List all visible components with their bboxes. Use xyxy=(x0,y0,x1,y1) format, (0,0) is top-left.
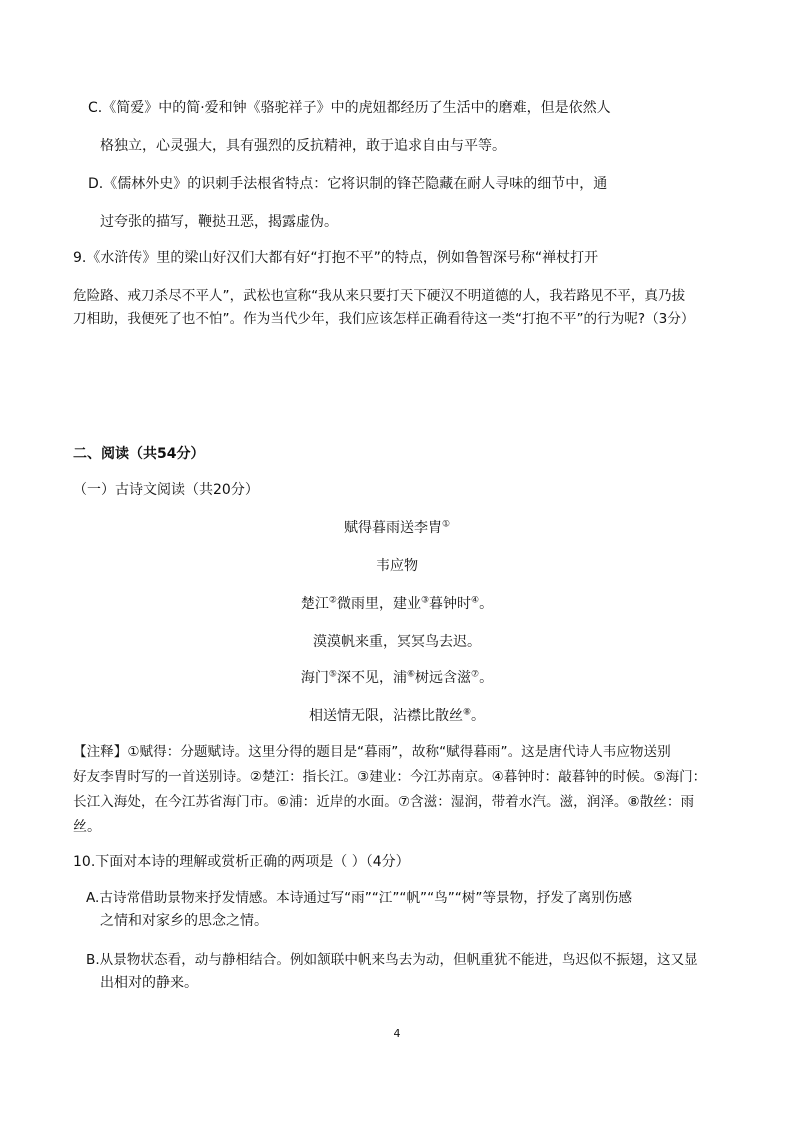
poem-note-mark: ⑥ xyxy=(406,669,416,680)
option-b-line-1: B.从景物状态看，动与静相结合。例如颔联中帆来鸟去为动，但帆重犹不能进，鸟迟似不振翅，这又显 xyxy=(86,952,698,968)
poem-title xyxy=(0,518,794,538)
poem-line-1-part-d: 。 xyxy=(479,596,494,612)
notes-line-3: 长江入海处，在今江苏省海门市。⑥浦：近岸的水面。⑦含滋：湿润，带着水汽。滋，润泽。⑧散丝：雨 xyxy=(73,794,695,810)
poem-note-mark: ③ xyxy=(420,595,430,606)
poem-author: 韦应物 xyxy=(376,558,418,574)
question-9-line-2: 危险路、戒刀杀尽不平人”，武松也宣称“我从来只要打天下硬汉不明道德的人，我若路见不平，真乃拔 xyxy=(73,288,686,304)
poem-line-4 xyxy=(0,706,794,726)
poem-note-mark: ② xyxy=(328,595,337,606)
poem-note-mark: ⑤ xyxy=(328,669,337,680)
option-a-line-2: 之情和对家乡的思念之情。 xyxy=(100,913,268,929)
poem-line-4-part-a: 相送情无限，沾襟比散丝 xyxy=(308,708,463,724)
question-9-line-1: 9.《水浒传》里的梁山好汉们大都有好“打抱不平”的特点，例如鲁智深号称“禅杖打开 xyxy=(73,250,599,266)
option-d-line-2: 过夸张的描写，鞭挞丑恶，揭露虚伪。 xyxy=(100,214,338,230)
poem-line-3-part-a: 海门 xyxy=(300,670,329,686)
question-9-line-3: 刀相助，我便死了也不怕”。作为当代少年，我们应该怎样正确看待这一类“打抱不平”的行为呢?（3分） xyxy=(73,311,695,327)
poem-note-mark: ⑦ xyxy=(471,669,480,680)
question-10-stem: 10.下面对本诗的理解或赏析正确的两项是（ ）（4分） xyxy=(73,854,410,870)
section-2-subtitle: （一）古诗文阅读（共20分） xyxy=(73,482,259,498)
poem-line-3 xyxy=(0,668,794,688)
poem-line-1-part-b: 微雨里，建业 xyxy=(336,596,421,612)
poem-line-1 xyxy=(0,594,794,614)
notes-line-1: 【注释】①赋得：分题赋诗。这里分得的题目是“暮雨”，故称“赋得暮雨”。这是唐代诗人韦应物送别 xyxy=(73,744,671,760)
poem-line-3-part-d: 。 xyxy=(479,670,494,686)
option-a-line-1: A.古诗常借助景物来抒发情感。本诗通过写“雨”“江”“帆”“鸟”“树”等景物，抒发了离别伤感 xyxy=(86,890,632,906)
section-2-title: 二、阅读（共54分） xyxy=(73,446,205,462)
poem-line-3-part-c: 树远含滋 xyxy=(415,670,472,686)
poem-note-mark: ④ xyxy=(471,595,480,606)
page-number: 4 xyxy=(393,1027,401,1040)
option-c-line-2: 格独立，心灵强大，具有强烈的反抗精神，敢于追求自由与平等。 xyxy=(100,138,506,154)
poem-title-text: 赋得暮雨送李胄 xyxy=(343,520,442,536)
poem-note-mark: ⑧ xyxy=(462,707,472,718)
notes-line-4: 丝。 xyxy=(73,819,101,835)
poem-line-1-part-a: 楚江 xyxy=(300,596,329,612)
poem-line-4-part-b: 。 xyxy=(471,708,486,724)
option-c-line-1: C.《简爱》中的简·爱和钟《骆驼祥子》中的虎妞都经历了生活中的磨难，但是依然人 xyxy=(88,100,611,116)
poem-title-note-mark: ① xyxy=(441,519,451,530)
option-d-line-1: D.《儒林外史》的识刺手法根省特点：它将识制的锋芒隐藏在耐人寻味的细节中，通 xyxy=(88,176,608,192)
poem-line-1-part-c: 暮钟时 xyxy=(429,596,472,612)
notes-line-2: 好友李胄时写的一首送别诗。②楚江：指长江。③建业：今江苏南京。④暮钟时：敲暮钟的时候。⑤海门： xyxy=(73,769,707,785)
option-b-line-2: 出相对的静来。 xyxy=(100,975,198,991)
poem-line-2: 漠漠帆来重，冥冥鸟去迟。 xyxy=(313,634,481,650)
poem-line-3-part-b: 深不见，浦 xyxy=(336,670,407,686)
